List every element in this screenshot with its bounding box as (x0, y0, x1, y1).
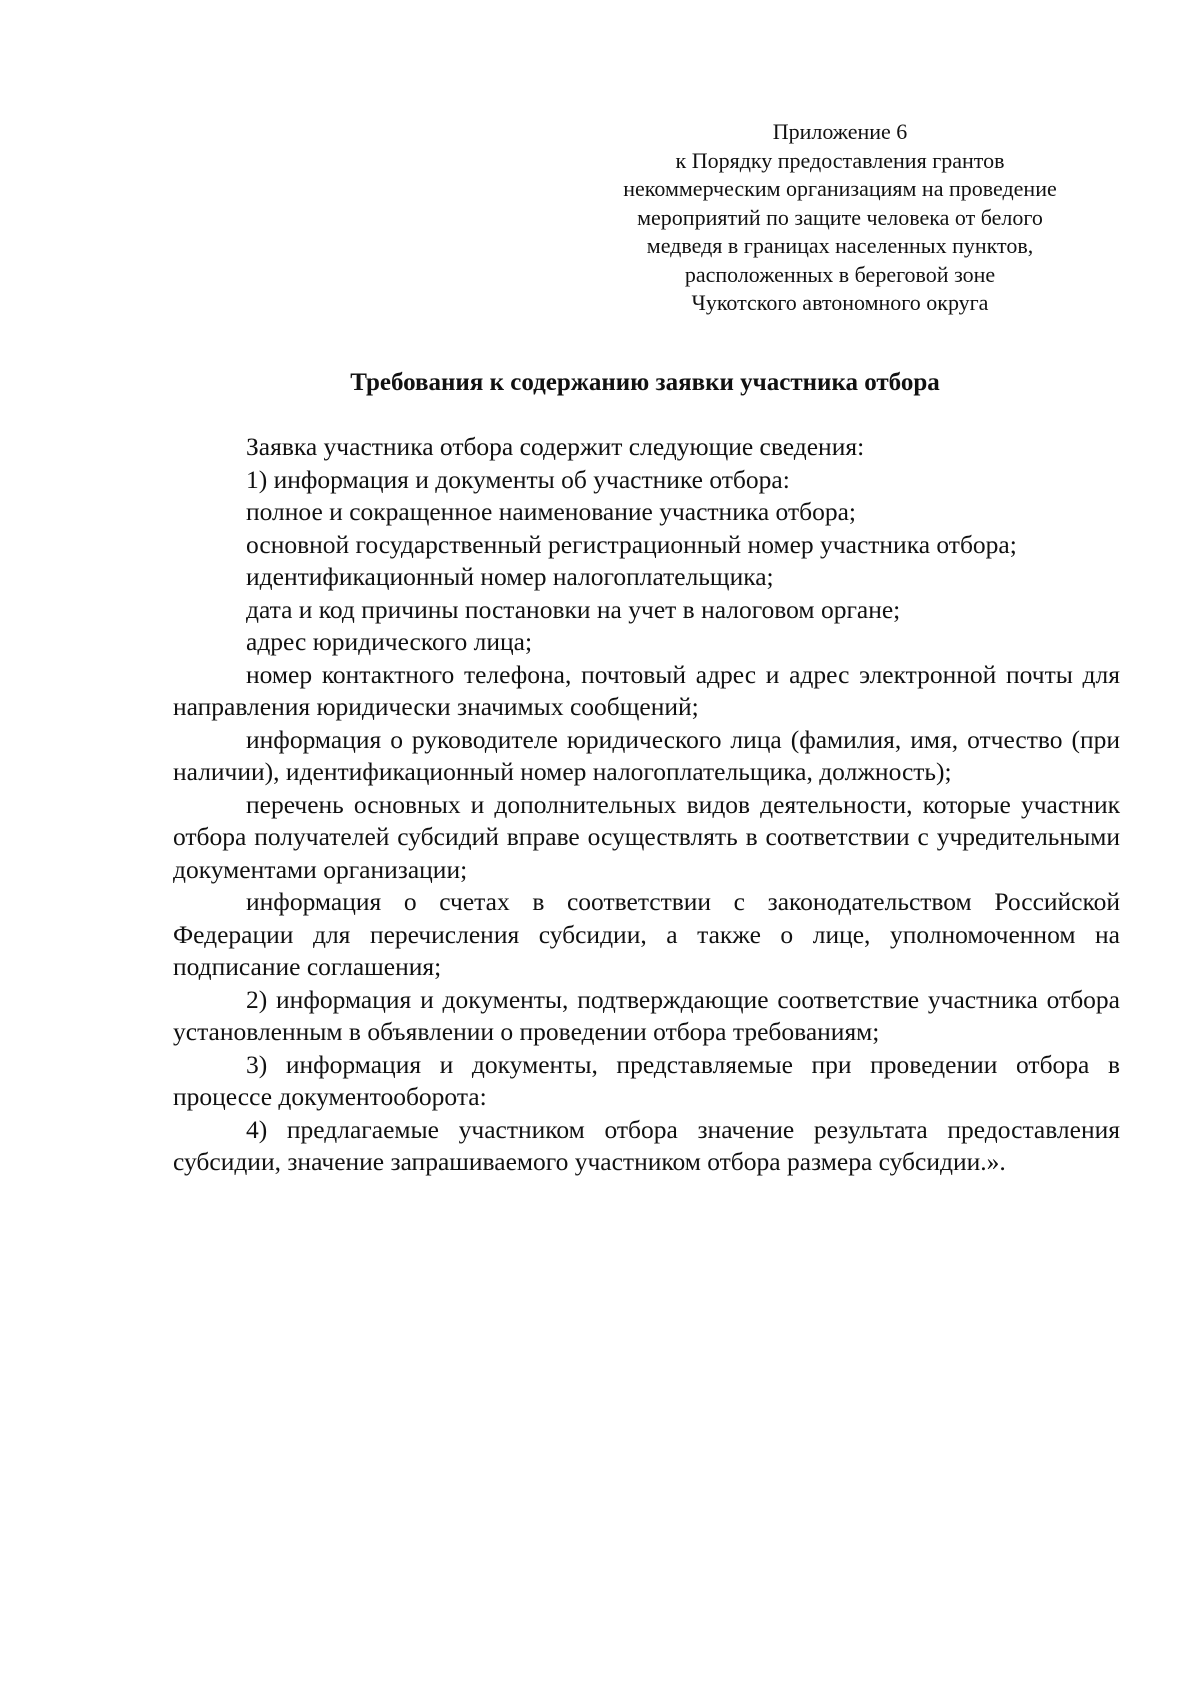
paragraph: адрес юридического лица; (246, 627, 533, 656)
paragraph: 1) информация и документы об участнике отбора: (246, 464, 790, 494)
annex-line: расположенных в береговой зоне (684, 261, 996, 287)
document-body (173, 431, 1120, 1179)
paragraph: Заявка участника отбора содержит следующие сведения: (246, 432, 865, 461)
paragraph: 3) информация и документы, представляемые при проведении отбора в процессе документооборота: (173, 1049, 1120, 1111)
annex-header (600, 118, 1080, 318)
annex-line: медведя в границах населенных пунктов, (646, 233, 1034, 258)
paragraph: информация о руководителе юридического лица (фамилия, имя, отчество (при наличии), идентификационный номер налогоплательщика, должность); (173, 724, 1120, 786)
annex-line: к Порядку предоставления грантов (675, 147, 1005, 173)
paragraph: основной государственный регистрационный номер участника отбора; (246, 529, 1017, 559)
paragraph: номер контактного телефона, почтовый адрес и адрес электронной почты для направления юридически значимых сообщений; (173, 659, 1120, 721)
paragraph: 2) информация и документы, подтверждающие соответствие участника отбора установленным в объявлении о проведении отбора требованиям; (173, 984, 1120, 1046)
annex-line: мероприятий по защите человека от белого (637, 204, 1043, 230)
paragraph: дата и код причины постановки на учет в налоговом органе; (246, 594, 901, 624)
paragraph: 4) предлагаемые участником отбора значение результата предоставления субсидии, значение запрашиваемого участником отбора размера субсидии.». (173, 1114, 1120, 1176)
document-title: Требования к содержанию заявки участника отбора (350, 369, 940, 396)
paragraph: идентификационный номер налогоплательщика; (246, 562, 774, 591)
paragraph: информация о счетах в соответствии с законодательством Российской Федерации для перечисления субсидии, а также о лице, уполномоченном на подписание соглашения; (173, 887, 1120, 981)
annex-line: Чукотского автономного округа (691, 290, 989, 315)
annex-line: некоммерческим организациям на проведение (623, 176, 1057, 201)
paragraph: полное и сокращенное наименование участника отбора; (246, 497, 856, 526)
annex-line: Приложение 6 (772, 119, 908, 144)
paragraph: перечень основных и дополнительных видов деятельности, которые участник отбора получателей субсидий вправе осуществлять в соответствии с учредительными документами организации; (173, 789, 1120, 884)
